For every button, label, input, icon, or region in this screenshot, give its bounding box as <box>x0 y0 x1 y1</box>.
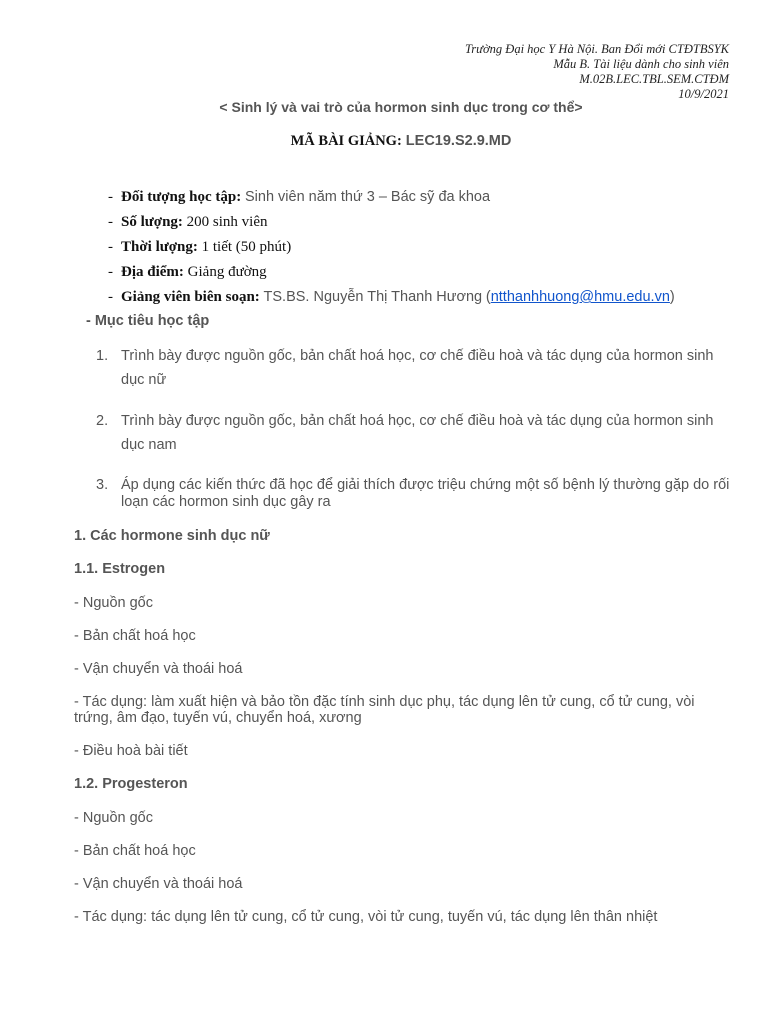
content-item: - Vận chuyển và thoái hoá <box>74 876 243 892</box>
subsection-heading: 1.2. Progesteron <box>74 776 188 792</box>
info-audience-value: Sinh viên năm thứ 3 – Bác sỹ đa khoa <box>244 189 491 205</box>
objective-number: 1. <box>96 348 109 364</box>
objective-text: Áp dụng các kiến thức đã học để giải thích được triệu chứng một số bệnh lý thường gặp do rối loạn các hormon sinh dục gây ra <box>121 477 730 510</box>
page-title: < Sinh lý và vai trò của hormon sinh dục trong cơ thể> <box>219 99 583 115</box>
info-count-label: Số lượng <box>121 214 178 230</box>
objective-item <box>96 344 736 392</box>
content-item: - Bản chất hoá học <box>74 628 196 644</box>
lecture-code-value: LEC19.S2.9.MD <box>405 133 512 149</box>
objective-number: 2. <box>96 413 109 429</box>
objectives-heading: - Mục tiêu học tập <box>86 313 210 329</box>
info-duration-value: 1 tiết (50 phút) <box>201 239 292 255</box>
lecture-code <box>0 132 768 150</box>
content-item: - Tác dụng: tác dụng lên tử cung, cổ tử cung, vòi tử cung, tuyến vú, tác dụng lên thân nhiệt <box>74 909 658 925</box>
content-item: - Điều hoà bài tiết <box>74 743 188 759</box>
info-location-value: Giảng đường <box>187 264 267 280</box>
info-duration: - Thời lượng: 1 tiết (50 phút) <box>108 239 292 255</box>
lecture-info-list <box>108 187 675 312</box>
info-audience: - Đối tượng học tập: Sinh viên năm thứ 3 – Bác sỹ đa khoa <box>108 189 491 205</box>
header-date: 10/9/2021 <box>678 87 729 101</box>
info-author-label: Giảng viên biên soạn: <box>121 289 260 305</box>
section-heading: 1. Các hormone sinh dục nữ <box>74 528 270 544</box>
info-author-name: TS.BS. Nguyễn Thị Thanh Hương <box>263 289 483 305</box>
content-item: - Bản chất hoá học <box>74 843 196 859</box>
objective-text: Trình bày được nguồn gốc, bản chất hoá học, cơ chế điều hoà và tác dụng của hormon sinh dục nữ <box>121 348 714 388</box>
info-author: - Giảng viên biên soạn: TS.BS. Nguyễn Thị Thanh Hương (ntthanhhuong@hmu.edu.vn) <box>108 289 675 305</box>
info-audience-label: Đối tượng học tập <box>121 189 237 205</box>
document-header <box>465 42 729 102</box>
content-item: - Nguồn gốc <box>74 810 153 826</box>
lecture-code-label: MÃ BÀI GIẢNG: <box>290 133 402 149</box>
info-location: - Địa điểm: Giảng đường <box>108 264 267 280</box>
info-count-value: 200 sinh viên <box>186 214 268 230</box>
objective-item <box>96 477 736 511</box>
content-item: - Vận chuyển và thoái hoá <box>74 661 243 677</box>
header-form-type: Mẫu B. Tài liệu dành cho sinh viên <box>553 57 729 71</box>
content-item: - Nguồn gốc <box>74 595 153 611</box>
objective-item <box>96 409 736 457</box>
info-duration-label: Thời lượng <box>121 239 193 255</box>
subsection-heading: 1.1. Estrogen <box>74 561 166 577</box>
content-item: - Tác dụng: làm xuất hiện và bảo tồn đặc tính sinh dục phụ, tác dụng lên tử cung, cổ tử cung, vòi trứng, âm đạo, tuyến vú, chuyển hoá, xương <box>74 694 695 726</box>
info-location-label: Địa điểm <box>121 264 179 280</box>
header-institution: Trường Đại học Y Hà Nội. Ban Đổi mới CTĐTBSYK <box>465 42 729 56</box>
objective-number: 3. <box>96 477 109 493</box>
header-form-code: M.02B.LEC.TBL.SEM.CTĐM <box>579 72 729 86</box>
objective-text: Trình bày được nguồn gốc, bản chất hoá học, cơ chế điều hoà và tác dụng của hormon sinh dục nam <box>121 413 714 453</box>
info-count: - Số lượng: 200 sinh viên <box>108 214 268 230</box>
author-email-link[interactable]: ntthanhhuong@hmu.edu.vn <box>490 289 670 305</box>
